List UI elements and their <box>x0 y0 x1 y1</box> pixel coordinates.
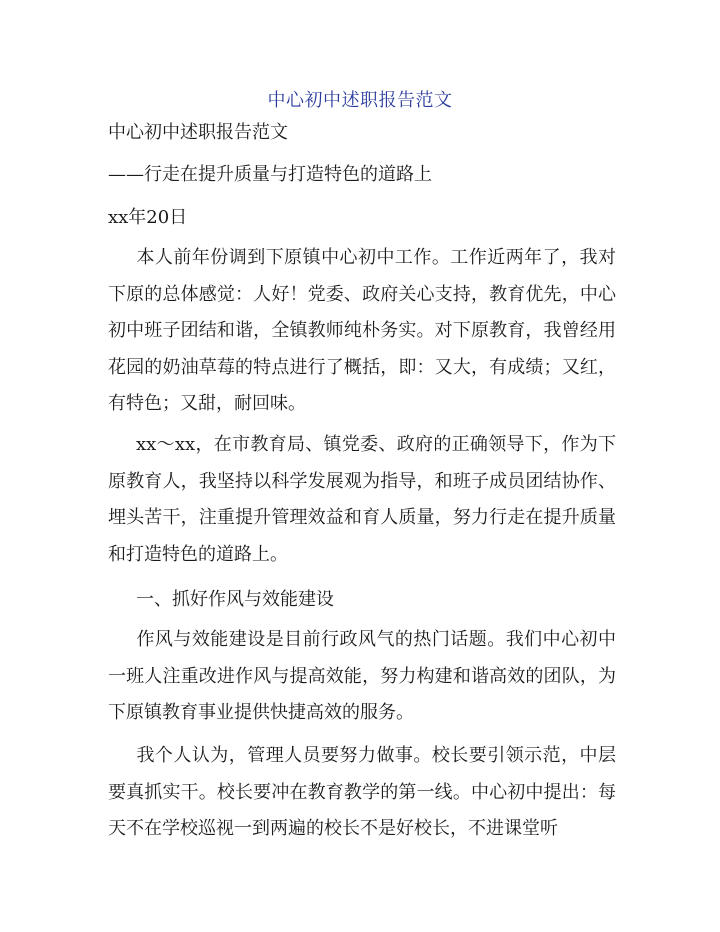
paragraph-3-text: 作风与效能建设是目前行政风气的热门话题。我们中心初中一班人注重改进作风与提高效能，努力构建和谐高效的团队，为下原镇教育事业提供快捷高效的服务。 <box>108 629 616 724</box>
paragraph-3 <box>108 622 616 732</box>
paragraph-2-text: xx～xx，在市教育局、镇党委、政府的正确领导下，作为下原教育人，我坚持以科学发展观为指导，和班子成员团结协作、埋头苦干，注重提升管理效益和育人质量，努力行走在提升质量和打造特色的道路上。 <box>108 434 616 565</box>
document-subtitle: ——行走在提升质量与打造特色的道路上 <box>108 164 432 185</box>
paragraph-1 <box>108 240 616 423</box>
section-1-heading <box>108 585 334 611</box>
paragraph-4 <box>108 738 616 848</box>
paragraph-1-text: 本人前年份调到下原镇中心初中工作。工作近两年了，我对下原的总体感觉：人好！党委、政府关心支持，教育优先，中心初中班子团结和谐，全镇教师纯朴务实。对下原教育，我曾经用花园的奶油草莓的特点进行了概括，即：又大，有成绩；又红，有特色；又甜，耐回味。 <box>108 247 616 415</box>
document-date: xx年20日 <box>108 207 188 228</box>
document-heading: 中心初中述职报告范文 <box>108 122 288 143</box>
section-1-heading-text: 一、抓好作风与效能建设 <box>136 589 334 610</box>
paragraph-4-text: 我个人认为，管理人员要努力做事。校长要引领示范，中层要真抓实干。校长要冲在教育教学的第一线。中心初中提出：每天不在学校巡视一到两遍的校长不是好校长，不进课堂听 <box>108 745 616 840</box>
paragraph-2 <box>108 427 616 573</box>
document-title: 中心初中述职报告范文 <box>267 90 453 111</box>
